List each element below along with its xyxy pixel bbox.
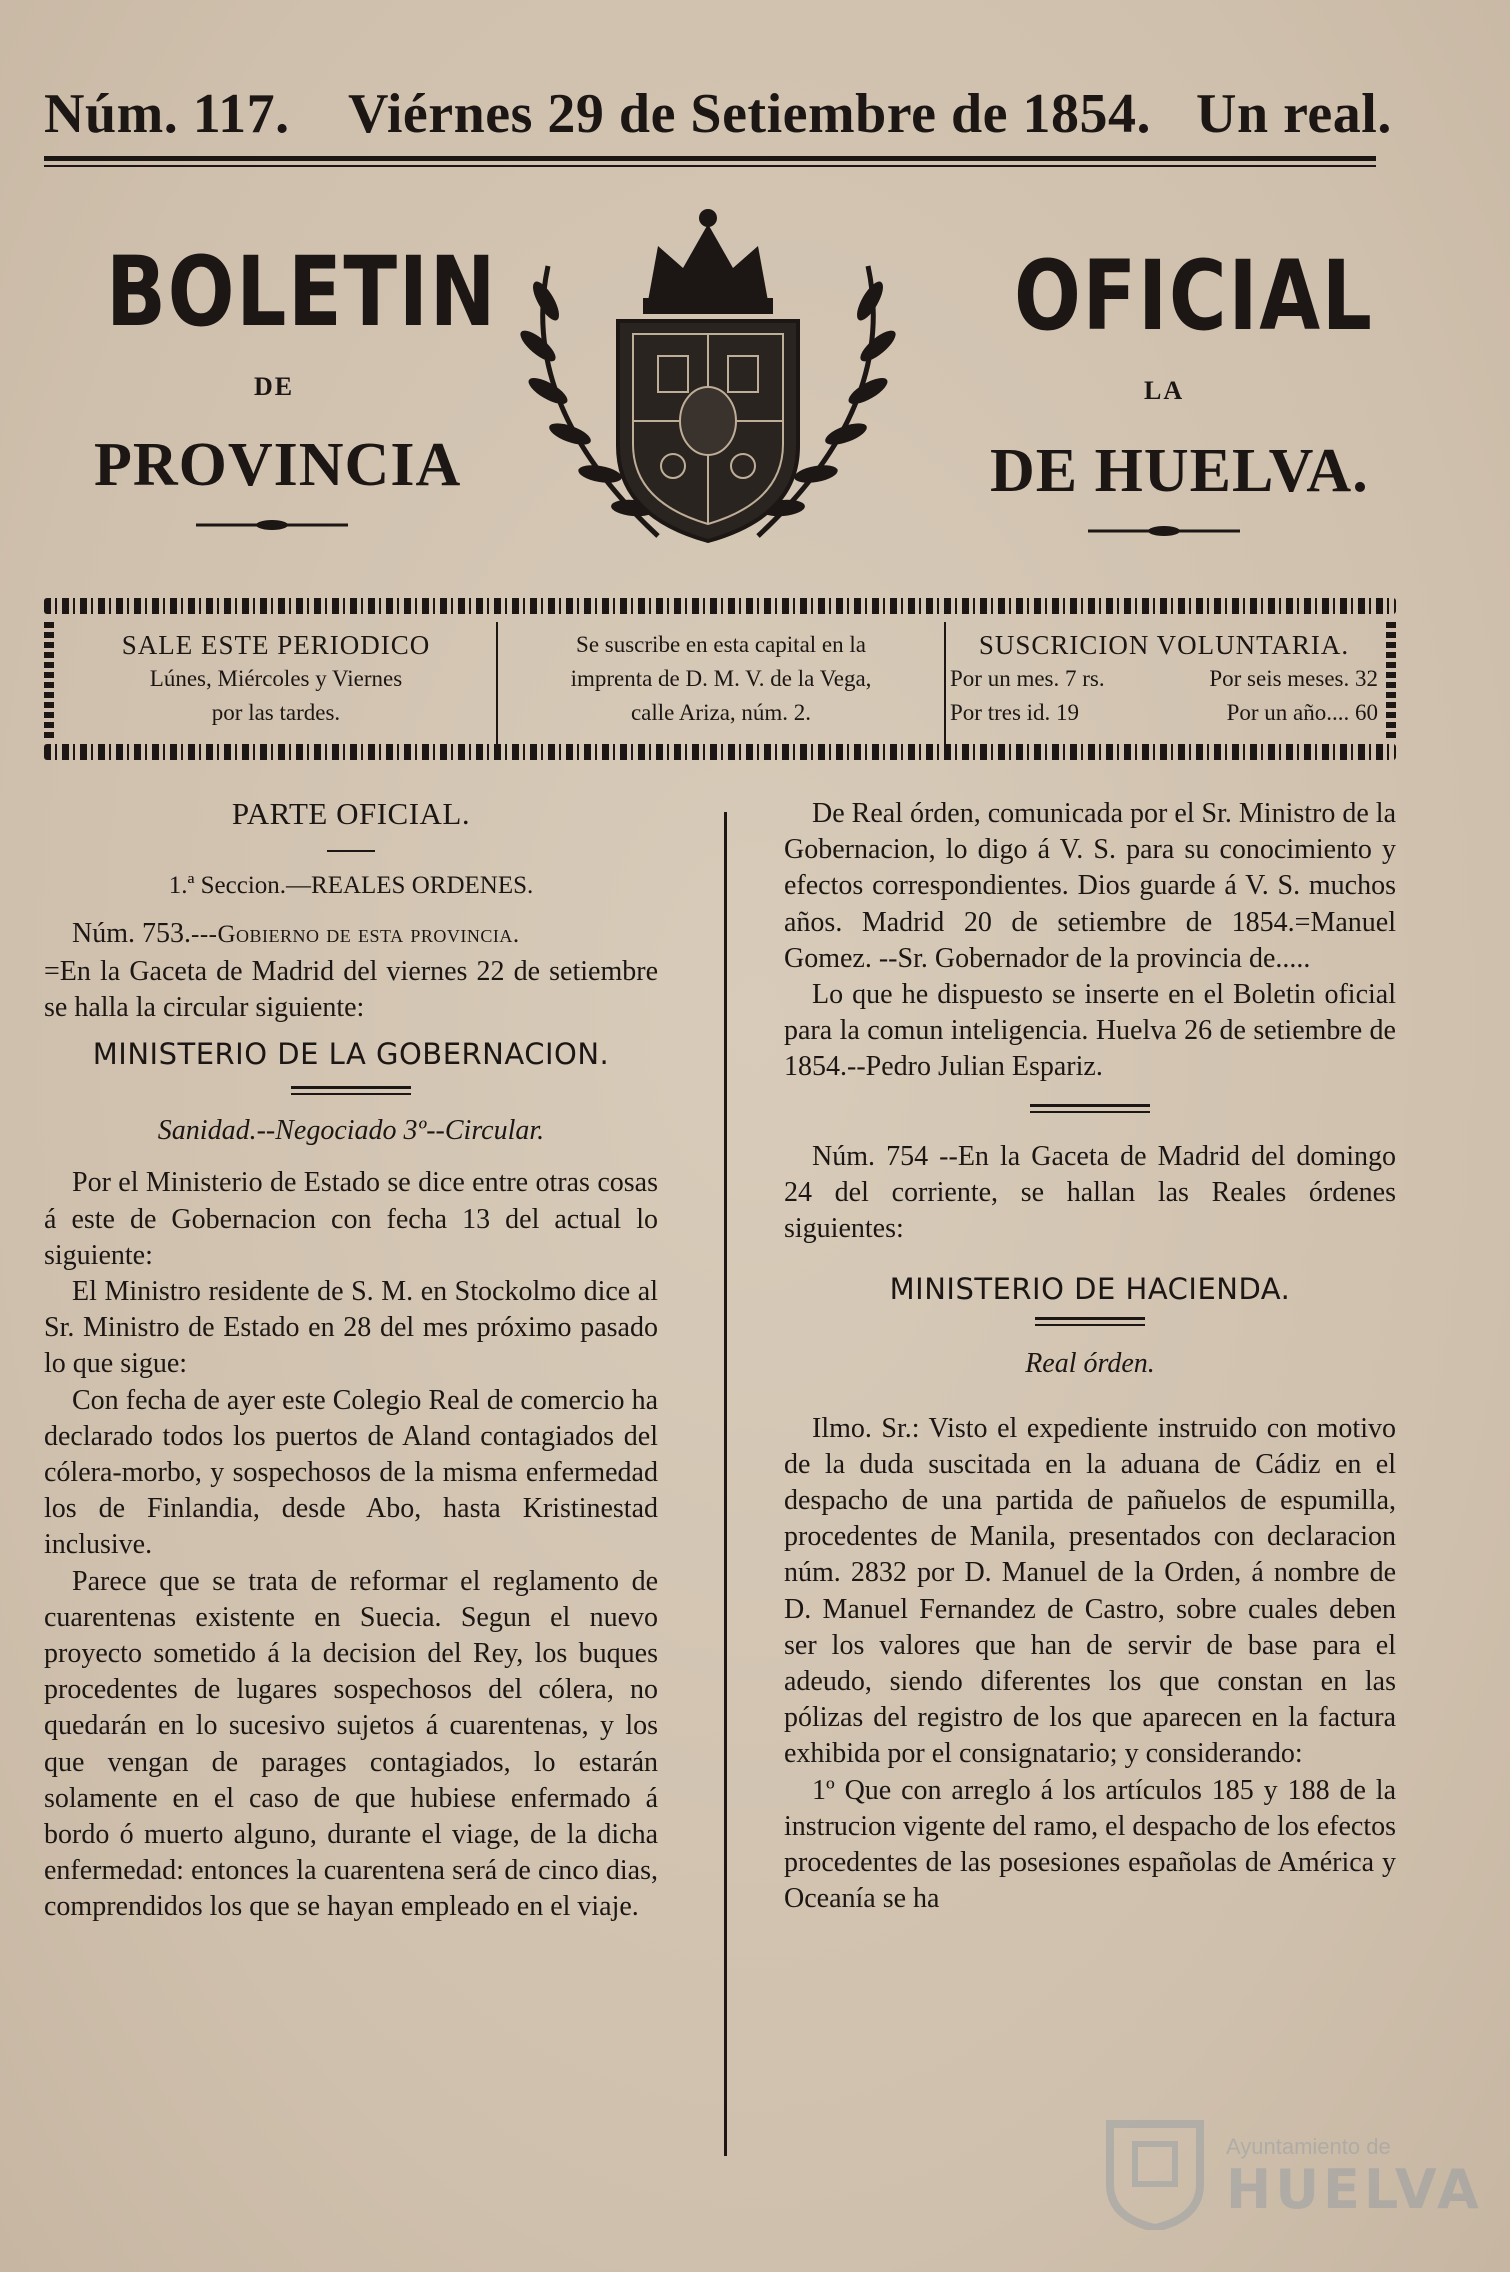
price-row — [950, 662, 1378, 696]
order-heading: Real órden. — [1025, 1348, 1155, 1380]
paragraph: Lo que he dispuesto se inserte en el Boletin oficial para la comun inteligencia. Huelva 26 de setiembre de 1854.--Pedro Julian Espariz. — [784, 979, 1396, 1083]
title-huelva: DE HUELVA. — [990, 437, 1369, 505]
title-provincia: PROVINCIA — [94, 431, 462, 499]
paragraph: De Real órden, comunicada por el Sr. Ministro de la Gobernacion, lo digo á V. S. para su conocimiento y efectos correspondientes. Dios guarde á V. S. muchos años. Madrid 20 de setiembre de 1854.=Manuel Gomez. --Sr. Gobernador de la provincia de..... — [784, 798, 1396, 974]
info-box-top-border — [44, 598, 1396, 614]
archive-watermark — [1100, 2114, 1483, 2234]
info-separator-1 — [496, 622, 498, 744]
issue-number: Núm. 117. — [44, 83, 290, 145]
notice-753-number: Núm. 753. — [72, 918, 191, 950]
info-box-left-border — [44, 618, 54, 738]
paragraph: El Ministro residente de S. M. en Stockolmo dice al Sr. Ministro de Estado en 28 del mes próximo pasado lo que sigue: — [44, 1276, 658, 1380]
info-box-bottom-border — [44, 744, 1396, 760]
subscribe-line-2: imprenta de D. M. V. de la Vega, — [570, 666, 872, 691]
subscribe-line-1: Se suscribe en esta capital en la — [576, 632, 866, 657]
price-three-months: Por tres id. 19 — [950, 700, 1080, 725]
schedule-days: Lúnes, Miércoles y Viernes — [149, 666, 403, 691]
flourish-right — [1088, 524, 1240, 538]
paragraph: Parece que se trata de reformar el reglamento de cuarentenas existente en Suecia. Segun el nuevo proyecto sometido á la decision del Rey, los buques procedentes de lugares sospechosos del cólera, no quedarán en lo sucesivo sujetos á cuarentenas, y los que vengan de parages contagiados, lo estarán solamente en el caso de que hubiese enfermado á bordo ó muerto alguno, durante el viage, de la dicha enfermedad: entonces la cuarentena será de cinco dias, comprendidos los que se hayan empleado en el viaje. — [44, 1565, 658, 1923]
issue-price: Un real. — [1196, 83, 1392, 145]
title-boletin: BOLETIN — [106, 236, 498, 348]
price-year: Por un año.... 60 — [1226, 700, 1378, 725]
top-rule — [44, 156, 1376, 167]
section-heading: PARTE OFICIAL. — [231, 796, 471, 831]
coat-of-arms-icon — [508, 206, 908, 556]
schedule-title: SALE ESTE PERIODICO — [121, 630, 431, 660]
price-row — [950, 696, 1378, 730]
ministry-rule — [1035, 1317, 1145, 1326]
title-de: DE — [254, 372, 295, 401]
title-oficial: OFICIAL — [1014, 240, 1374, 352]
schedule-time: por las tardes. — [211, 700, 341, 725]
column-separator — [724, 812, 727, 2156]
watermark-line-2: HUELVA — [1226, 2158, 1483, 2221]
paragraph: Ilmo. Sr.: Visto el expediente instruido con motivo de la duda suscitada en la aduana de Cádiz en el despacho de una partida de pañuelos de espumilla, procedentes de Manila, presentados con declaracion núm. 2832 por D. Manuel de la Orden, á nombre de D. Manuel Fernandez de Castro, sobre cuales deben ser los valores que han de servir de base para el adeudo, siendo diferentes los que constan en las pólizas del registro de los que aparecen en la factura exhibida por el consignatario; y considerando: — [784, 1412, 1396, 1770]
paragraph: =En la Gaceta de Madrid del viernes 22 de setiembre se halla la circular siguiente: — [44, 955, 658, 1023]
info-subscription-place — [506, 628, 936, 730]
paragraph: Con fecha de ayer este Colegio Real de comercio ha declarado todos los puertos de Aland contagiados del cólera-morbo, y sospechosos de la misma enfermedad los de Finlandia, desde Abo, hasta Kristinestad inclusive. — [44, 1384, 658, 1561]
city-shield-icon — [1100, 2114, 1210, 2230]
notice-divider — [1030, 1104, 1150, 1113]
paragraph: Núm. 754 --En la Gaceta de Madrid del domingo 24 del corriente, se hallan las Reales órdenes siguientes: — [784, 1140, 1396, 1245]
price-six-months: Por seis meses. 32 — [1209, 666, 1378, 691]
paragraph: Por el Ministerio de Estado se dice entre otras cosas á este de Gobernacion con fecha 13 del actual lo siguiente: — [44, 1167, 658, 1271]
section-rule — [327, 850, 375, 852]
ministry-heading: MINISTERIO DE HACIENDA. — [889, 1272, 1291, 1307]
circular-heading: Sanidad.--Negociado 3º--Circular. — [157, 1115, 545, 1147]
flourish-left — [196, 518, 348, 532]
ministry-rule — [291, 1086, 411, 1095]
issue-date: Viérnes 29 de Setiembre de 1854. — [348, 83, 1151, 145]
notice-753-header — [44, 916, 658, 953]
subsection-heading: 1.ª Seccion.—REALES ORDENES. — [168, 872, 534, 900]
paragraph: 1º Que con arreglo á los artículos 185 y 188 de la instrucion vigente del ramo, el despacho de los efectos procedentes de las posesiones españolas de América y Oceanía se ha — [784, 1774, 1396, 1915]
info-box-right-border — [1386, 618, 1396, 738]
info-schedule — [64, 628, 488, 730]
notice-753-office: ---Gobierno de esta provincia. — [191, 921, 520, 949]
ministry-heading: MINISTERIO DE LA GOBERNACION. — [92, 1037, 610, 1072]
title-la: LA — [1144, 376, 1185, 405]
right-column — [784, 796, 1396, 1917]
info-separator-2 — [944, 622, 946, 744]
prices-title: SUSCRICION VOLUNTARIA. — [978, 630, 1350, 660]
left-column — [44, 796, 658, 1926]
subscribe-line-3: calle Ariza, núm. 2. — [630, 700, 812, 725]
info-prices — [950, 628, 1378, 730]
price-month: Por un mes. 7 rs. — [950, 666, 1105, 691]
watermark-line-1: Ayuntamiento de — [1226, 2134, 1391, 2159]
